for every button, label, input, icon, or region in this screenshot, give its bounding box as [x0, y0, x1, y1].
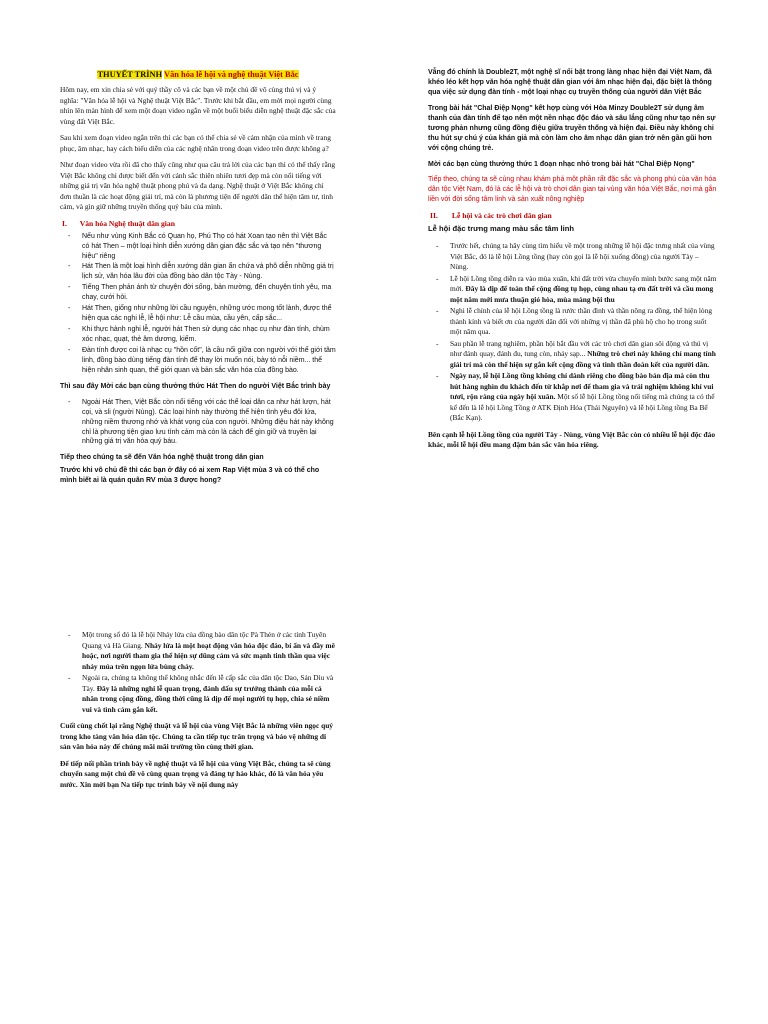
list-item: - Sau phần lễ trang nghiêm, phần hội bắt đầu với các trò chơi dân gian sôi động và thú vị như đánh quay, đánh đu, tung còn, nhảy sạp... Những trò chơi này không chỉ mang tính giải trí mà còn thể hiện sự gắn kết cộng đồng và tinh thần đoàn kết của người dân.: [428, 339, 718, 371]
section-number: II.: [430, 211, 438, 221]
conclusion-paragraph: Cuối cùng chốt lại rằng Nghệ thuật và lễ hội của vùng Việt Bắc là những viên ngọc quý trong kho tàng văn hóa dân tộc. Chúng ta cần tiếp tục trân trọng và bảo vệ những di sản văn hóa này để chúng mãi mãi trường tồn cùng thời gian.: [60, 721, 333, 752]
subheading: Lễ hội đặc trưng mang màu sắc tâm linh: [428, 224, 575, 234]
question-paragraph: Sau khi xem đoạn video ngắn trên thì các bạn có thể chia sẻ về cảm nhận của mình về trang phục, âm nhạc, hay cách biểu diễn của các nghệ nhân trong đoạn video trên được không ạ?: [60, 133, 331, 153]
list-item: - Lễ hội Lồng tồng diễn ra vào mùa xuân, khi đất trời vừa chuyển mình bước sang một năm mới. Đây là dịp để toàn thể cộng đồng tụ họp, cùng nhau tạ ơn đất trời và cầu mong một năm mới mưa thuận gió hòa, mùa màng bội thu: [428, 274, 718, 306]
next-topic-paragraph: Tiếp theo chúng ta sẽ đến Văn hóa nghệ thuật trong dân gian: [60, 454, 264, 462]
overview-paragraph: Như đoạn video vừa rồi đã cho thấy cũng như qua câu trả lời của các bạn thì có thể thấy rằng Việt Bắc không chỉ được biết đến với cảnh sắc thiên nhiên tươi đẹp mà còn nổi tiếng với những giá trị văn hóa nghệ thuật phong phú và đa dạng. Nghệ thuật ở Việt Bắc không chỉ đơn thuần là các hoạt động giải trí, mà còn là phương tiện để người dân thể hiện tâm tư, tình cảm, và gìn giữ những truyền thống quý báu của mình.: [60, 160, 336, 212]
document-title: [60, 70, 336, 79]
double2t-paragraph: Vẫng đó chính là Double2T, một nghệ sĩ nổi bật trong làng nhạc hiện đại Việt Nam, đã khéo léo kết hợp văn hóa nghệ thuật dân gian với âm nhạc hiện đại, đặc biệt là thông qua việc sử dụng đàn tính - một loại nhạc cụ truyền thống của người dân Việt Bắc: [428, 69, 712, 96]
section-heading-1: [60, 219, 336, 228]
long-tong-list: [428, 241, 718, 424]
closing-paragraph: Bên cạnh lễ hội Lồng tồng của người Tày - Nùng, vùng Việt Bắc còn có nhiều lễ hội độc đáo khác, mỗi lễ hội đều mang đậm bản sắc văn hóa riêng.: [428, 429, 716, 450]
left-column: [60, 70, 336, 796]
intro-paragraph: Hôm nay, em xin chia sẻ với quý thầy cô và các bạn về một chủ đề vô cùng thú vị và ý nghĩa: "Văn hóa lễ hội và Nghệ thuật Việt Bắc". Trước khi bắt đầu, em mời mọi người cùng nhìn lên màn hình để xem một đoạn video ngắn về một buổi biểu diễn nghệ thuật đặc sắc của vùng đất Việt Bắc.: [60, 85, 336, 126]
list-item: - Ngoài ra, chúng ta không thể không nhắc đến lễ cấp sắc của dân tộc Dao, Sán Dìu và Tày. Đây là những nghi lễ quan trọng, đánh dấu sự trưởng thành của mỗi cá nhân trong cộng đồng, đồng thời cũng là dịp để mọi người tụ họp, chia sẻ niềm vui và tình cảm gắn kết.: [60, 673, 336, 715]
festival-intro-paragraph: Tiếp theo, chúng ta sẽ cùng nhau khám phá một phần rất đặc sắc và phong phú của văn hóa dân tộc Việt Nam, đó là các lễ hội và trò chơi dân gian tại vùng văn hóa Việt Bắc, nơi mà gắn liền với đời sống tâm linh và sản xuất nông nghiệp: [428, 176, 717, 204]
section-label: Văn hóa Nghệ thuật dân gian: [79, 218, 175, 228]
list-item: - Tiếng Then phản ánh từ chuyện đời sống, bản mường, đến chuyện tình yêu, ma chay, cưới hỏi.: [60, 283, 336, 303]
list-item: - Ngày nay, lễ hội Lồng tồng không chỉ dành riêng cho đồng bào bản địa mà còn thu hút hàng nghìn du khách đến từ khắp nơi để tham gia và trải nghiệm không khí vui tươi, rộn ràng của ngày hội xuân. Một số lễ hội Lồng tồng nổi tiếng mà chúng ta có thể kể đến là lễ hội Lồng Tồng ở ATK Định Hóa (Thái Nguyên) và lễ hội Lồng tồng Ba Bể (Bắc Kạn).: [428, 371, 718, 424]
festival-list: [60, 630, 336, 715]
list-item: - Hát Then là một loại hình diễn xướng dân gian ẩn chứa và phô diễn những giá trị lịch sử, văn hóa lâu đời của đồng bào dân tộc Tày - Nùng.: [60, 262, 336, 282]
list-item: - Ngoài Hát Then, Việt Bắc còn nổi tiếng với các thể loại dân ca như hát lượn, hát cọi, và sli (người Nùng). Các loại hình này thường thể hiện tình yêu đôi lứa, những niềm thương nhớ và khát vọng của con người. Những điệu hát này không chỉ là phương tiện giao lưu tình cảm mà còn là cách để gìn giữ và truyền lại những giá trị văn hóa quý báu.: [60, 398, 336, 448]
transition-paragraph: Để tiếp nối phần trình bày về nghệ thuật và lễ hội của vùng Việt Bắc, chúng ta sẽ cùng chuyển sang một chủ đề vô cùng quan trọng và đáng tự hào khác, đó là văn hóa yêu nước. Xin mời bạn Na tiếp tục trình bày về nội dung này: [60, 758, 331, 789]
blank-space: [60, 492, 336, 622]
folk-song-list: [60, 398, 336, 448]
section-heading-2: [428, 211, 718, 220]
section-label: Lễ hội và các trò chơi dân gian: [451, 211, 552, 221]
list-item: - Nghi lễ chính của lễ hội Lồng tồng là rước thần đình và thần nông ra đồng, thể hiện lòng thành kính và biết ơn của người dân đối với những vị thần đã phù hộ cho họ trong suốt một năm qua.: [428, 306, 718, 338]
right-column: [428, 68, 718, 457]
listen-invite-paragraph: Mời các bạn cùng thưởng thức 1 đoạn nhạc nhỏ trong bài hát "Chal Điệp Nọng": [428, 160, 695, 168]
list-item: - Trước hết, chúng ta hãy cùng tìm hiểu về một trong những lễ hội đặc trưng nhất của vùng Việt Bắc, đó là lễ hội Lồng tồng (hay còn gọi là lễ hội xuống đồng) của người Tày – Nùng.: [428, 241, 718, 273]
list-item: - Nếu như vùng Kinh Bắc có Quan họ, Phú Thọ có hát Xoan tạo nên thì Việt Bắc có hát Then – một loại hình diễn xướng dân gian đặc sắc và tạo nên "thương hiệu" riêng: [60, 232, 336, 262]
song-paragraph: Trong bài hát "Chal Điệp Nọng" kết hợp cùng với Hòa Minzy Double2T sử dụng âm thanh của đàn tính để tạo nên một nền nhạc độc đáo và sâu lắng cũng như tạo nên sự tương phản nhưng cũng đồng điệu giữa truyền thống và hiện đại. Điều này không chỉ thu hút sự chú ý của khán giả mà còn làm cho âm nhạc dân gian trở nên gần gũi hơn với cộng chúng trẻ.: [428, 104, 716, 152]
list-item: - Khi thực hành nghi lễ, người hát Then sử dụng các nhạc cụ như đàn tính, chùm xóc nhạc, quạt, thẻ âm dương, kiếm.: [60, 325, 336, 345]
title-prefix: THUYẾT TRÌNH: [97, 70, 163, 79]
title-main: Văn hóa lễ hội và nghệ thuật Việt Bắc: [164, 70, 299, 79]
list-item: - Hát Then, giống như những lời cầu nguyện, những ước mong tốt lành, được thể hiện qua các nghi lễ, lễ hội như: Lễ cầu mùa, cầu yên, cấp sắc...: [60, 304, 336, 324]
list-item: - Đàn tính được coi là nhạc cụ "hồn cốt", là cầu nối giữa con người với thế giới tâm linh, đồng bào dùng tiếng đàn tính để thay lời muốn nói, bày tỏ nỗi niềm... thể hiện nhân sinh quan, thế giới quan và bản sắc văn hóa của đồng bào.: [60, 346, 336, 376]
list-item: - Một trong số đó là lễ hội Nhảy lửa của đồng bào dân tộc Pà Thẻn ở các tỉnh Tuyên Quang và Hà Giang. Nhảy lửa là một hoạt động văn hóa độc đáo, bí ẩn và đầy mê hoặc, nơi người tham gia thể hiện sự dũng cảm và sức mạnh tinh thần qua việc nhảy múa trên ngọn lửa bùng cháy.: [60, 630, 336, 672]
hat-then-list: [60, 232, 336, 376]
rap-question-paragraph: Trước khi vô chủ đề thì các bạn ở đây có ai xem Rap Việt mùa 3 và có thể cho mình biết ai là quán quân RV mùa 3 được hong?: [60, 467, 320, 485]
section-number: I.: [62, 218, 67, 228]
invite-paragraph: Thì sau đây Mời các bạn cùng thưởng thức Hát Then do người Việt Bắc trình bày: [60, 382, 331, 390]
